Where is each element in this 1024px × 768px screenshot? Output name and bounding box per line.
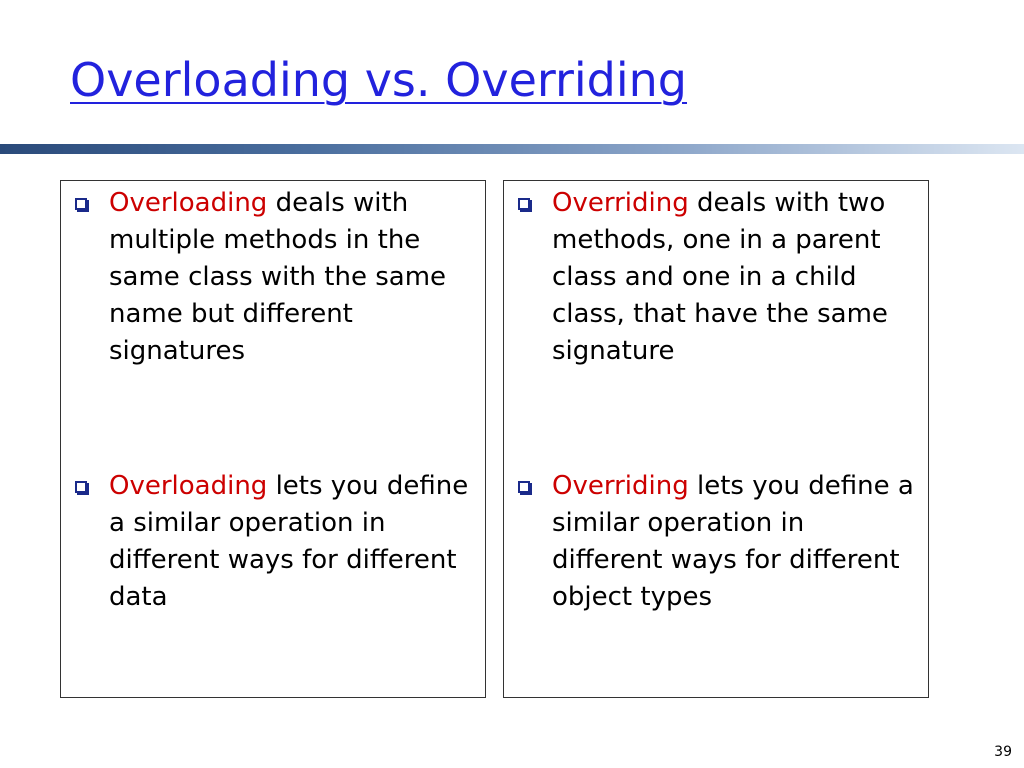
bullet-text <box>109 185 475 370</box>
term-highlight: Overloading <box>109 471 268 501</box>
square-bullet-icon <box>75 198 87 210</box>
bullet-text <box>552 185 918 370</box>
bullet-description: lets you define a similar operation in different ways for different object types <box>552 471 914 612</box>
term-highlight: Overriding <box>552 471 689 501</box>
bullet-item <box>518 468 918 616</box>
bullet-item <box>518 185 918 370</box>
bullet-item <box>75 468 475 616</box>
term-highlight: Overloading <box>109 188 268 218</box>
bullet-text <box>109 468 475 616</box>
bullet-item <box>75 185 475 370</box>
bullet-description: lets you define a similar operation in different ways for different data <box>109 471 469 612</box>
bullet-text <box>552 468 918 616</box>
term-highlight: Overriding <box>552 188 689 218</box>
overloading-panel <box>60 180 486 698</box>
title-divider-bar <box>0 144 1024 154</box>
square-bullet-icon <box>518 198 530 210</box>
slide-title: Overloading vs. Overriding <box>70 53 688 107</box>
square-bullet-icon <box>75 481 87 493</box>
bullet-description: deals with two methods, one in a parent class and one in a child class, that have the same signature <box>552 188 888 366</box>
square-bullet-icon <box>518 481 530 493</box>
page-number: 39 <box>994 744 1012 760</box>
overriding-panel <box>503 180 929 698</box>
bullet-description: deals with multiple methods in the same class with the same name but different signatures <box>109 188 447 366</box>
